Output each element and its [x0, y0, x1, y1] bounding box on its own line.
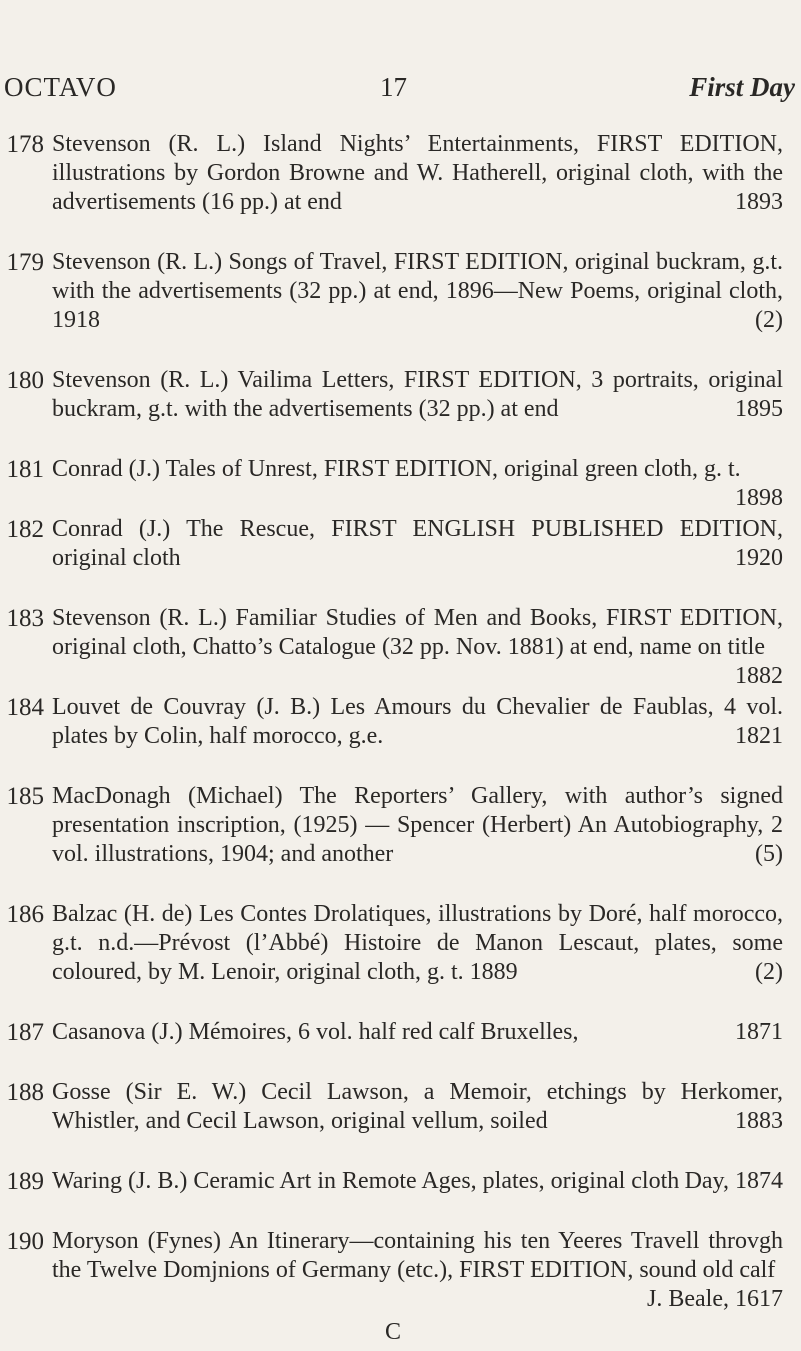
lot-text: Stevenson (R. L.) Island Nights’ Entertainments, FIRST EDITION, illustrations by Gordon Browne and W. Hatherell, original cloth, with the advertisements (16 pp.) at end	[52, 131, 783, 215]
lot-entry	[0, 782, 801, 869]
lot-text: Waring (J. B.) Ceramic Art in Remote Ages, plates, original cloth	[52, 1168, 680, 1194]
lot-description	[52, 130, 783, 217]
lot-text: Casanova (J.) Mémoires, 6 vol. half red calf Bruxelles,	[52, 1019, 579, 1045]
lot-entry	[0, 1167, 801, 1196]
header-page-number: 17	[380, 72, 407, 102]
lot-description	[52, 693, 783, 751]
lot-number: 183	[6, 605, 44, 632]
lot-text: Moryson (Fynes) An Itinerary—containing his ten Yeeres Travell throvgh the Twelve Domjnions of Germany (etc.), FIRST EDITION, sound old calf	[52, 1228, 783, 1283]
lot-description	[52, 1167, 783, 1196]
lot-text: Stevenson (R. L.) Vailima Letters, FIRST EDITION, 3 portraits, original buckram, g.t. with the advertisements (32 pp.) at end	[52, 367, 783, 422]
lot-text: Conrad (J.) The Rescue, FIRST ENGLISH PUBLISHED EDITION, original cloth	[52, 516, 783, 571]
lot-date: J. Beale, 1617	[647, 1286, 783, 1312]
lot-number: 181	[6, 456, 44, 483]
lot-entry	[0, 604, 801, 689]
header-format: OCTAVO	[4, 72, 117, 102]
lot-description	[52, 1227, 783, 1312]
lot-date: 1920	[735, 545, 783, 571]
signature-mark: C	[385, 1319, 402, 1345]
lot-text: MacDonagh (Michael) The Reporters’ Gallery, with author’s signed presentation inscription, (1925) — Spencer (Herbert) An Autobiography, 2 vol. illustrations, 1904; and another	[52, 783, 783, 867]
lot-date: (2)	[755, 959, 783, 985]
lot-date: 1883	[735, 1108, 783, 1134]
lot-text: Gosse (Sir E. W.) Cecil Lawson, a Memoir, etchings by Herkomer, Whistler, and Cecil Lawson, original vellum, soiled	[52, 1079, 783, 1134]
lot-description	[52, 1018, 783, 1047]
lot-entry	[0, 900, 801, 987]
lot-description	[52, 366, 783, 424]
lot-date: 1871	[735, 1019, 783, 1045]
lot-description	[52, 900, 783, 987]
lot-text: Stevenson (R. L.) Familiar Studies of Men and Books, FIRST EDITION, original cloth, Chatto’s Catalogue (32 pp. Nov. 1881) at end, name on title	[52, 605, 783, 660]
lot-description	[52, 248, 783, 335]
header-day: First Day	[689, 72, 795, 102]
lot-description	[52, 455, 783, 511]
lot-entry	[0, 455, 801, 511]
lot-description	[52, 515, 783, 573]
lot-entry	[0, 1078, 801, 1136]
lot-entry	[0, 248, 801, 335]
lot-date: 1893	[735, 189, 783, 215]
lot-number: 189	[6, 1168, 44, 1195]
lot-date: Day, 1874	[684, 1168, 783, 1194]
lot-list	[0, 130, 801, 1316]
lot-entry	[0, 1227, 801, 1312]
lot-entry	[0, 366, 801, 424]
lot-number: 186	[6, 901, 44, 928]
lot-text: Conrad (J.) Tales of Unrest, FIRST EDITION, original green cloth, g. t.	[52, 456, 741, 482]
lot-date: (5)	[755, 841, 783, 867]
lot-number: 180	[6, 367, 44, 394]
lot-description	[52, 782, 783, 869]
lot-number: 182	[6, 516, 44, 543]
lot-number: 185	[6, 783, 44, 810]
lot-date: 1898	[735, 485, 783, 511]
lot-description	[52, 1078, 783, 1136]
lot-number: 187	[6, 1019, 44, 1046]
lot-text: Balzac (H. de) Les Contes Drolatiques, illustrations by Doré, half morocco, g.t. n.d.—Prévost (l’Abbé) Histoire de Manon Lescaut, plates, some coloured, by M. Lenoir, original cloth, g. t. 1889	[52, 901, 783, 985]
lot-date: 1821	[735, 723, 783, 749]
lot-number: 179	[6, 249, 44, 276]
lot-entry	[0, 130, 801, 217]
lot-number: 184	[6, 694, 44, 721]
lot-date: (2)	[755, 307, 783, 333]
lot-number: 190	[6, 1228, 44, 1255]
running-header	[0, 72, 801, 112]
lot-entry	[0, 1018, 801, 1047]
lot-date: 1895	[735, 396, 783, 422]
lot-number: 178	[6, 131, 44, 158]
lot-text: Stevenson (R. L.) Songs of Travel, FIRST EDITION, original buckram, g.t. with the advertisements (32 pp.) at end, 1896—New Poems, original cloth, 1918	[52, 249, 783, 333]
lot-entry	[0, 515, 801, 573]
lot-text: Louvet de Couvray (J. B.) Les Amours du Chevalier de Faublas, 4 vol. plates by Colin, half morocco, g.e.	[52, 694, 783, 749]
lot-entry	[0, 693, 801, 751]
lot-date: 1882	[735, 663, 783, 689]
lot-number: 188	[6, 1079, 44, 1106]
lot-description	[52, 604, 783, 689]
